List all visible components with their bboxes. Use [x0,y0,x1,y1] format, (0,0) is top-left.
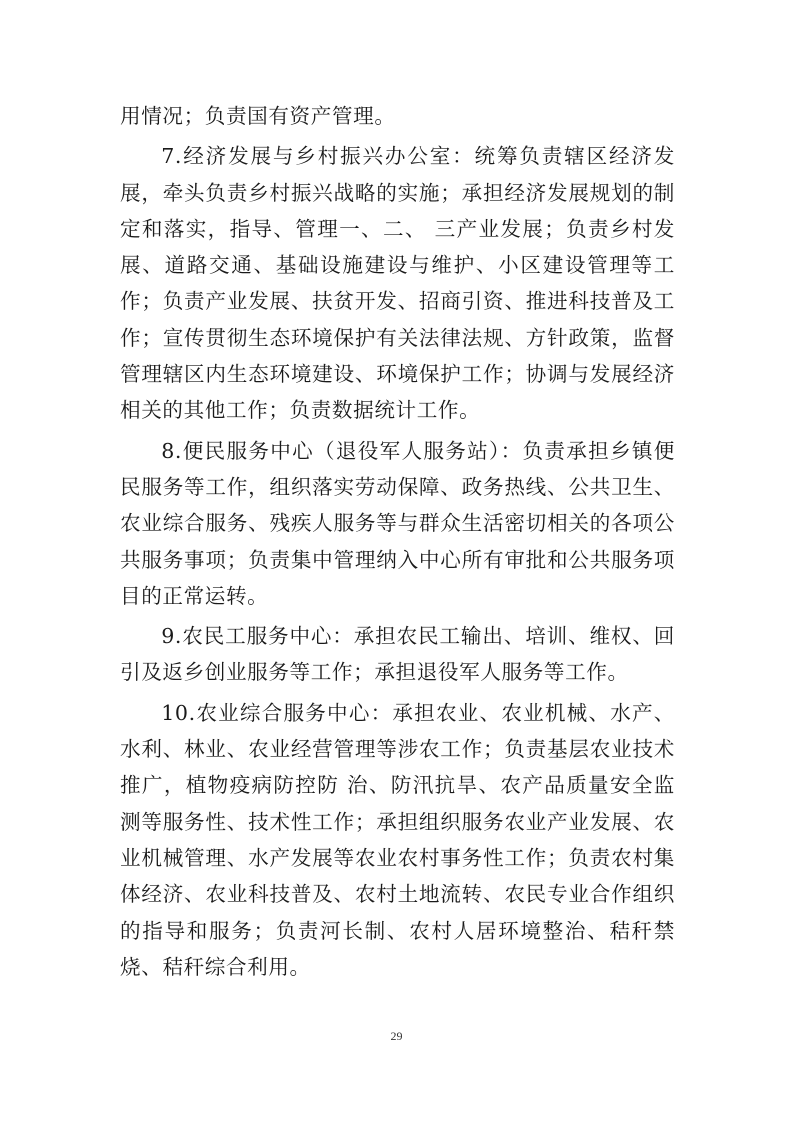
paragraph-agriculture-center: 10.农业综合服务中心：承担农业、农业机械、水产、水利、林业、农业经营管理等涉农工作；负责基层农业技术推广，植物疫病防控防 治、防汛抗旱、农产品质量安全监测等服务性、技术性工作；承担组织服务农业产业发展、农业机械管理、水产发展等农业农村事务性工作；负责农村集体经济、农业科技普及、农村土地流转、农民专业合作组织的指导和服务；负责河长制、农村人居环境整治、秸秆禁烧、秸秆综合利用。 [120,700,675,979]
paragraph-service-center: 8.便民服务中心（退役军人服务站）：负责承担乡镇便民服务等工作，组织落实劳动保障、政务热线、公共卫生、农业综合服务、残疾人服务等与群众生活密切相关的各项公共服务事项；负责集中管理纳入中心所有审批和公共服务项目的正常运转。 [120,438,675,608]
paragraph-economic-office: 7.经济发展与乡村振兴办公室：统筹负责辖区经济发展，牵头负责乡村振兴战略的实施；承担经济发展规划的制定和落实，指导、管理一、二、 三产业发展；负责乡村发展、道路交通、基础设施建设与维护、小区建设管理等工作；负责产业发展、扶贫开发、招商引资、推进科技普及工作；宣传贯彻生态环境保护有关法律法规、方针政策，监督管理辖区内生态环境建设、环境保护工作；协调与发展经济相关的其他工作；负责数据统计工作。 [120,144,675,423]
paragraph-continued: 用情况；负责国有资产管理。 [120,104,396,128]
paragraph-migrant-worker-center: 9.农民工服务中心：承担农民工输出、培训、维权、回引及返乡创业服务等工作；承担退役军人服务等工作。 [120,624,675,685]
document-body [120,98,675,989]
page-number: 29 [390,1029,403,1043]
